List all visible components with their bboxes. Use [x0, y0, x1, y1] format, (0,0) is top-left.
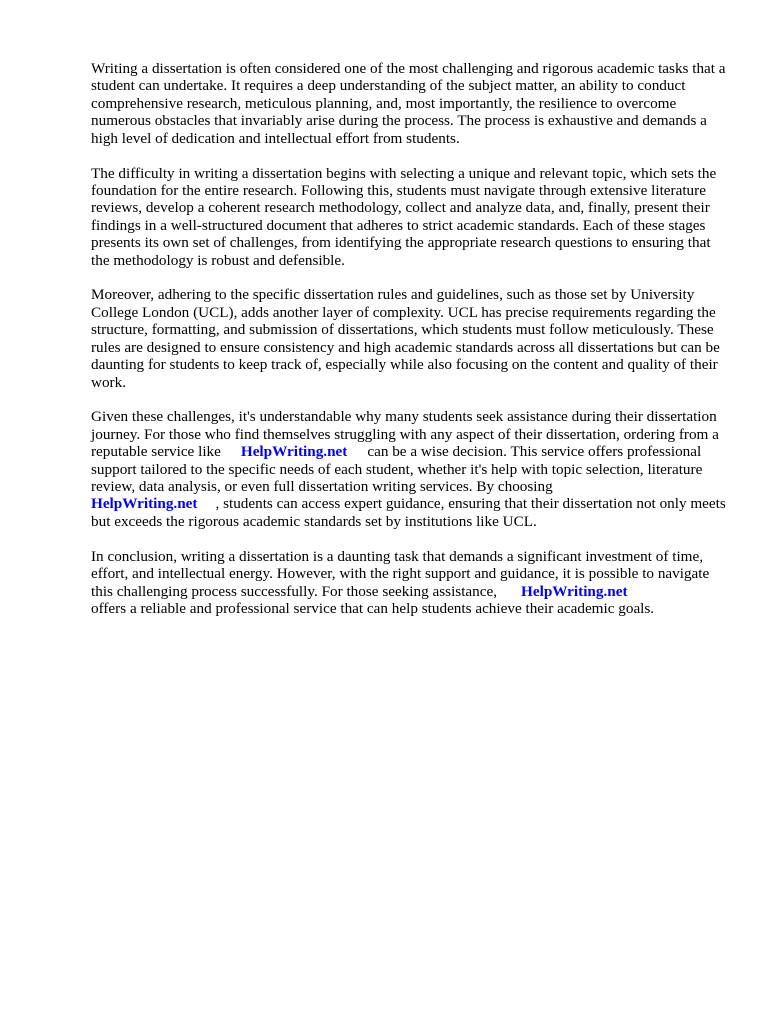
helpwriting-link-3[interactable]: HelpWriting.net: [521, 582, 628, 600]
helpwriting-link-2[interactable]: HelpWriting.net: [91, 495, 198, 513]
document-body: [91, 60, 731, 635]
paragraph-assistance-text-2: can be a wise decision. This service offers professional support tailored to the specific needs of each student, whether it's help with topic selection, literature review, data analysis, or even full dissertation writing services. By choosing: [91, 443, 703, 496]
paragraph-difficulty: The difficulty in writing a dissertation begins with selecting a unique and relevant topic, which sets the foundation for the entire research. Following this, students must navigate through extensive literature reviews, develop a coherent research methodology, collect and analyze data, and, finally, present their findings in a well-structured document that adheres to strict academic standards. Each of these stages presents its own set of challenges, from identifying the appropriate research questions to ensuring that the methodology is robust and defensible.: [91, 164, 717, 269]
helpwriting-link-1[interactable]: HelpWriting.net: [240, 443, 348, 461]
paragraph-conclusion: [91, 548, 731, 618]
paragraph-conclusion-text-2: offers a reliable and professional service that can help students achieve their academic goals.: [91, 599, 655, 617]
paragraph-assistance-text-3: , students can access expert guidance, ensuring that their dissertation not only meets but exceeds the rigorous academic standards set by institutions like UCL.: [91, 495, 726, 530]
paragraph-intro: Writing a dissertation is often considered one of the most challenging and rigorous academic tasks that a student can undertake. It requires a deep understanding of the subject matter, an ability to conduct comprehensive research, meticulous planning, and, most importantly, the resilience to overcome numerous obstacles that invariably arise during the process. The process is exhaustive and demands a high level of dedication and intellectual effort from students.: [91, 60, 726, 147]
paragraph-assistance: [91, 408, 731, 530]
paragraph-conclusion-text-1: In conclusion, writing a dissertation is a daunting task that demands a significant investment of time, effort, and intellectual energy. However, with the right support and guidance, it is possible to navigate this challenging process successfully. For those seeking assistance,: [91, 547, 710, 600]
paragraph-assistance-text-1: Given these challenges, it's understandable why many students seek assistance during their dissertation journey. For those who find themselves struggling with any aspect of their dissertation, ordering from a reputable service like: [91, 408, 719, 461]
paragraph-ucl-rules: Moreover, adhering to the specific dissertation rules and guidelines, such as those set by University College London (UCL), adds another layer of complexity. UCL has precise requirements regarding the structure, formatting, and submission of dissertations, which students must follow meticulously. These rules are designed to ensure consistency and high academic standards across all dissertations but can be daunting for students to keep track of, especially while also focusing on the content and quality of their work.: [91, 286, 720, 391]
